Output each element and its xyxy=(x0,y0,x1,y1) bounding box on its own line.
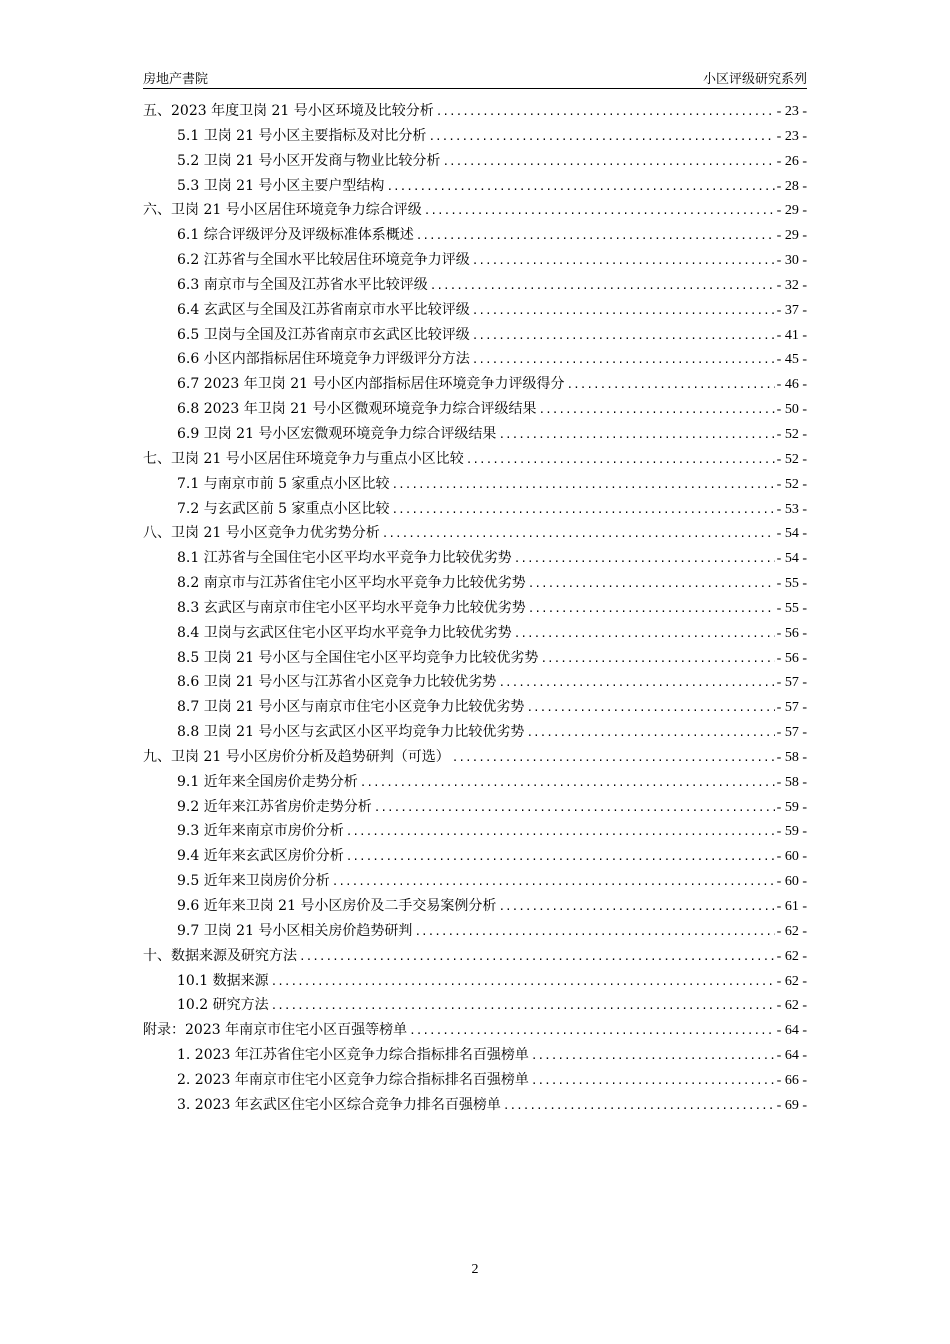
toc-entry-page: - 60 - xyxy=(776,874,807,890)
toc-section-entry[interactable] xyxy=(143,473,807,498)
toc-dot-leader xyxy=(386,180,774,193)
toc-dot-leader xyxy=(526,701,774,714)
toc-entry-page: - 58 - xyxy=(776,774,807,790)
toc-entry-title: 6.7 2023 年卫岗 21 号小区内部指标居住环境竞争力评级得分 xyxy=(177,376,565,393)
toc-dot-leader xyxy=(472,329,775,342)
toc-entry-title: 9.7 卫岗 21 号小区相关房价趋势研判 xyxy=(177,922,413,939)
toc-entry-page: - 57 - xyxy=(776,700,807,716)
toc-entry-title: 五、2023 年度卫岗 21 号小区环境及比较分析 xyxy=(143,103,434,119)
toc-entry-page: - 54 - xyxy=(776,551,807,567)
toc-dot-leader xyxy=(528,602,775,615)
toc-dot-leader xyxy=(466,453,775,466)
toc-dot-leader xyxy=(472,304,775,317)
toc-dot-leader xyxy=(472,353,775,366)
toc-chapter-entry[interactable] xyxy=(143,100,807,125)
toc-entry-page: - 54 - xyxy=(776,526,807,542)
toc-dot-leader xyxy=(428,130,774,143)
toc-entry-title: 9.2 近年来江苏省房价走势分析 xyxy=(177,798,372,815)
toc-section-entry[interactable] xyxy=(143,150,807,175)
toc-entry-page: - 52 - xyxy=(776,426,807,442)
toc-entry-page: - 29 - xyxy=(776,228,807,244)
toc-entry-title: 十、数据来源及研究方法 xyxy=(143,947,297,964)
toc-dot-leader xyxy=(271,975,775,988)
toc-section-entry[interactable] xyxy=(143,398,807,423)
toc-entry-page: - 29 - xyxy=(776,203,807,219)
toc-dot-leader xyxy=(498,428,774,441)
toc-entry-page: - 59 - xyxy=(776,824,807,840)
toc-section-entry[interactable] xyxy=(143,870,807,895)
toc-entry-page: - 32 - xyxy=(776,277,807,293)
toc-section-entry[interactable] xyxy=(143,1044,807,1069)
toc-entry-title: 9.4 近年来玄武区房价分析 xyxy=(177,848,344,865)
toc-section-entry[interactable] xyxy=(143,970,807,995)
toc-dot-leader xyxy=(539,403,775,416)
toc-entry-title: 3. 2023 年玄武区住宅小区综合竞争力排名百强榜单 xyxy=(177,1096,501,1113)
toc-section-entry[interactable] xyxy=(143,249,807,274)
header-publisher: 房地产書院 xyxy=(143,72,209,87)
toc-dot-leader xyxy=(503,1099,775,1112)
toc-entry-title: 5.3 卫岗 21 号小区主要户型结构 xyxy=(177,177,385,194)
toc-entry-page: - 52 - xyxy=(776,476,807,492)
toc-entry-page: - 61 - xyxy=(776,899,807,914)
toc-entry-page: - 55 - xyxy=(776,600,807,616)
toc-dot-leader xyxy=(416,229,775,242)
toc-section-entry[interactable] xyxy=(143,994,807,1019)
toc-entry-page: - 45 - xyxy=(776,352,807,368)
toc-dot-leader xyxy=(531,1049,775,1062)
toc-section-entry[interactable] xyxy=(143,895,807,920)
toc-dot-leader xyxy=(514,627,775,640)
toc-section-entry[interactable] xyxy=(143,175,807,200)
page-header xyxy=(143,66,807,89)
header-series: 小区评级研究系列 xyxy=(702,72,807,87)
toc-section-entry[interactable] xyxy=(143,845,807,870)
toc-chapter-entry[interactable] xyxy=(143,522,807,547)
toc-chapter-entry[interactable] xyxy=(143,199,807,224)
toc-entry-page: - 62 - xyxy=(776,923,807,939)
toc-entry-page: - 30 - xyxy=(776,253,807,269)
toc-entry-title: 10.1 数据来源 xyxy=(177,972,269,989)
toc-dot-leader xyxy=(528,577,775,590)
toc-entry-title: 6.1 综合评级评分及评级标准体系概述 xyxy=(177,227,414,244)
toc-entry-page: - 23 - xyxy=(776,104,807,119)
toc-dot-leader xyxy=(472,254,775,267)
table-of-contents xyxy=(143,100,807,1119)
toc-entry-title: 6.9 卫岗 21 号小区宏微观环境竞争力综合评级结果 xyxy=(177,425,497,442)
toc-dot-leader xyxy=(567,378,775,391)
toc-entry-title: 5.1 卫岗 21 号小区主要指标及对比分析 xyxy=(177,127,427,144)
toc-chapter-entry[interactable] xyxy=(143,746,807,771)
toc-dot-leader xyxy=(392,503,775,516)
toc-entry-page: - 62 - xyxy=(776,948,807,964)
toc-section-entry[interactable] xyxy=(143,373,807,398)
toc-dot-leader xyxy=(531,1074,775,1087)
toc-section-entry[interactable] xyxy=(143,622,807,647)
toc-section-entry[interactable] xyxy=(143,796,807,821)
toc-section-entry[interactable] xyxy=(143,820,807,845)
toc-entry-page: - 23 - xyxy=(776,128,807,144)
toc-entry-page: - 57 - xyxy=(776,675,807,691)
toc-entry-title: 7.1 与南京市前 5 家重点小区比较 xyxy=(177,475,390,492)
toc-dot-leader xyxy=(332,875,775,888)
toc-entry-title: 8.1 江苏省与全国住宅小区平均水平竞争力比较优劣势 xyxy=(177,550,512,567)
toc-entry-title: 七、卫岗 21 号小区居住环境竞争力与重点小区比较 xyxy=(143,450,464,467)
toc-entry-page: - 57 - xyxy=(776,725,807,741)
toc-entry-page: - 58 - xyxy=(776,749,807,765)
toc-section-entry[interactable] xyxy=(143,771,807,796)
toc-entry-page: - 56 - xyxy=(776,650,807,666)
toc-entry-page: - 37 - xyxy=(776,302,807,318)
toc-section-entry[interactable] xyxy=(143,671,807,696)
toc-dot-leader xyxy=(299,950,775,963)
toc-section-entry[interactable] xyxy=(143,572,807,597)
toc-section-entry[interactable] xyxy=(143,299,807,324)
toc-entry-title: 9.3 近年来南京市房价分析 xyxy=(177,823,344,840)
toc-dot-leader xyxy=(498,900,774,913)
toc-entry-title: 1. 2023 年江苏省住宅小区竞争力综合指标排名百强榜单 xyxy=(177,1047,529,1064)
toc-dot-leader xyxy=(436,105,775,118)
toc-dot-leader xyxy=(452,751,775,764)
toc-entry-page: - 46 - xyxy=(776,377,807,393)
toc-dot-leader xyxy=(514,552,775,565)
toc-entry-title: 9.5 近年来卫岗房价分析 xyxy=(177,873,330,890)
toc-dot-leader xyxy=(271,999,775,1012)
toc-entry-title: 6.4 玄武区与全国及江苏省南京市水平比较评级 xyxy=(177,301,470,318)
toc-section-entry[interactable] xyxy=(143,324,807,349)
toc-entry-title: 8.2 南京市与江苏省住宅小区平均水平竞争力比较优劣势 xyxy=(177,575,526,592)
toc-entry-page: - 62 - xyxy=(776,973,807,989)
toc-entry-title: 8.7 卫岗 21 号小区与南京市住宅小区竞争力比较优劣势 xyxy=(177,699,525,716)
toc-entry-title: 8.5 卫岗 21 号小区与全国住宅小区平均竞争力比较优劣势 xyxy=(177,649,539,666)
toc-entry-title: 6.5 卫岗与全国及江苏省南京市玄武区比较评级 xyxy=(177,326,470,343)
toc-entry-page: - 28 - xyxy=(776,178,807,194)
toc-dot-leader xyxy=(374,801,775,814)
toc-entry-page: - 26 - xyxy=(776,153,807,169)
toc-entry-page: - 64 - xyxy=(776,1048,807,1064)
toc-dot-leader xyxy=(498,676,774,689)
toc-entry-page: - 66 - xyxy=(776,1072,807,1088)
toc-entry-title: 8.8 卫岗 21 号小区与玄武区小区平均竞争力比较优劣势 xyxy=(177,724,525,741)
toc-entry-title: 八、卫岗 21 号小区竞争力优劣势分析 xyxy=(143,525,380,542)
toc-entry-title: 5.2 卫岗 21 号小区开发商与物业比较分析 xyxy=(177,152,441,169)
toc-dot-leader xyxy=(424,204,775,217)
toc-dot-leader xyxy=(382,527,775,540)
toc-entry-page: - 60 - xyxy=(776,849,807,865)
toc-dot-leader xyxy=(409,1024,775,1037)
toc-chapter-entry[interactable] xyxy=(143,448,807,473)
toc-entry-page: - 53 - xyxy=(776,501,807,517)
toc-entry-page: - 69 - xyxy=(776,1097,807,1113)
toc-section-entry[interactable] xyxy=(143,423,807,448)
toc-entry-page: - 64 - xyxy=(776,1023,807,1039)
toc-entry-title: 6.2 江苏省与全国水平比较居住环境竞争力评级 xyxy=(177,252,470,269)
toc-dot-leader xyxy=(360,776,775,789)
toc-dot-leader xyxy=(540,652,774,665)
toc-entry-page: - 55 - xyxy=(776,576,807,592)
toc-dot-leader xyxy=(346,825,775,838)
toc-section-entry[interactable] xyxy=(143,647,807,672)
toc-entry-page: - 41 - xyxy=(776,327,807,343)
toc-section-entry[interactable] xyxy=(143,920,807,945)
toc-entry-title: 8.6 卫岗 21 号小区与江苏省小区竞争力比较优劣势 xyxy=(177,674,497,691)
toc-section-entry[interactable] xyxy=(143,597,807,622)
toc-entry-title: 九、卫岗 21 号小区房价分析及趋势研判（可选） xyxy=(143,748,450,765)
toc-section-entry[interactable] xyxy=(143,348,807,373)
toc-entry-title: 8.3 玄武区与南京市住宅小区平均水平竞争力比较优劣势 xyxy=(177,599,526,616)
toc-section-entry[interactable] xyxy=(143,696,807,721)
toc-dot-leader xyxy=(430,279,775,292)
toc-entry-title: 2. 2023 年南京市住宅小区竞争力综合指标排名百强榜单 xyxy=(177,1071,529,1088)
toc-entry-title: 7.2 与玄武区前 5 家重点小区比较 xyxy=(177,500,390,517)
toc-section-entry[interactable] xyxy=(143,125,807,150)
page-number: 2 xyxy=(471,1262,479,1277)
toc-dot-leader xyxy=(442,155,774,168)
toc-entry-title: 6.3 南京市与全国及江苏省水平比较评级 xyxy=(177,276,428,293)
toc-entry-title: 10.2 研究方法 xyxy=(177,997,269,1014)
toc-entry-title: 9.1 近年来全国房价走势分析 xyxy=(177,773,358,790)
toc-entry-title: 6.8 2023 年卫岗 21 号小区微观环境竞争力综合评级结果 xyxy=(177,401,537,418)
toc-entry-page: - 59 - xyxy=(776,799,807,815)
toc-entry-title: 六、卫岗 21 号小区居住环境竞争力综合评级 xyxy=(143,202,422,219)
toc-section-entry[interactable] xyxy=(143,721,807,746)
toc-dot-leader xyxy=(414,925,774,938)
toc-entry-page: - 56 - xyxy=(776,625,807,641)
toc-entry-title: 9.6 近年来卫岗 21 号小区房价及二手交易案例分析 xyxy=(177,898,497,914)
toc-entry-title: 6.6 小区内部指标居住环境竞争力评级评分方法 xyxy=(177,351,470,368)
toc-section-entry[interactable] xyxy=(143,498,807,523)
toc-entry-page: - 62 - xyxy=(776,998,807,1014)
toc-entry-page: - 52 - xyxy=(776,451,807,467)
toc-dot-leader xyxy=(346,850,775,863)
toc-dot-leader xyxy=(392,478,775,491)
toc-entry-title: 8.4 卫岗与玄武区住宅小区平均水平竞争力比较优劣势 xyxy=(177,624,512,641)
toc-section-entry[interactable] xyxy=(143,274,807,299)
toc-section-entry[interactable] xyxy=(143,547,807,572)
toc-section-entry[interactable] xyxy=(143,1094,807,1119)
toc-dot-leader xyxy=(526,726,774,739)
toc-section-entry[interactable] xyxy=(143,224,807,249)
toc-entry-title: 附录：2023 年南京市住宅小区百强等榜单 xyxy=(143,1022,408,1039)
toc-section-entry[interactable] xyxy=(143,1069,807,1094)
toc-chapter-entry[interactable] xyxy=(143,1019,807,1044)
toc-entry-page: - 50 - xyxy=(776,402,807,418)
toc-chapter-entry[interactable] xyxy=(143,945,807,970)
